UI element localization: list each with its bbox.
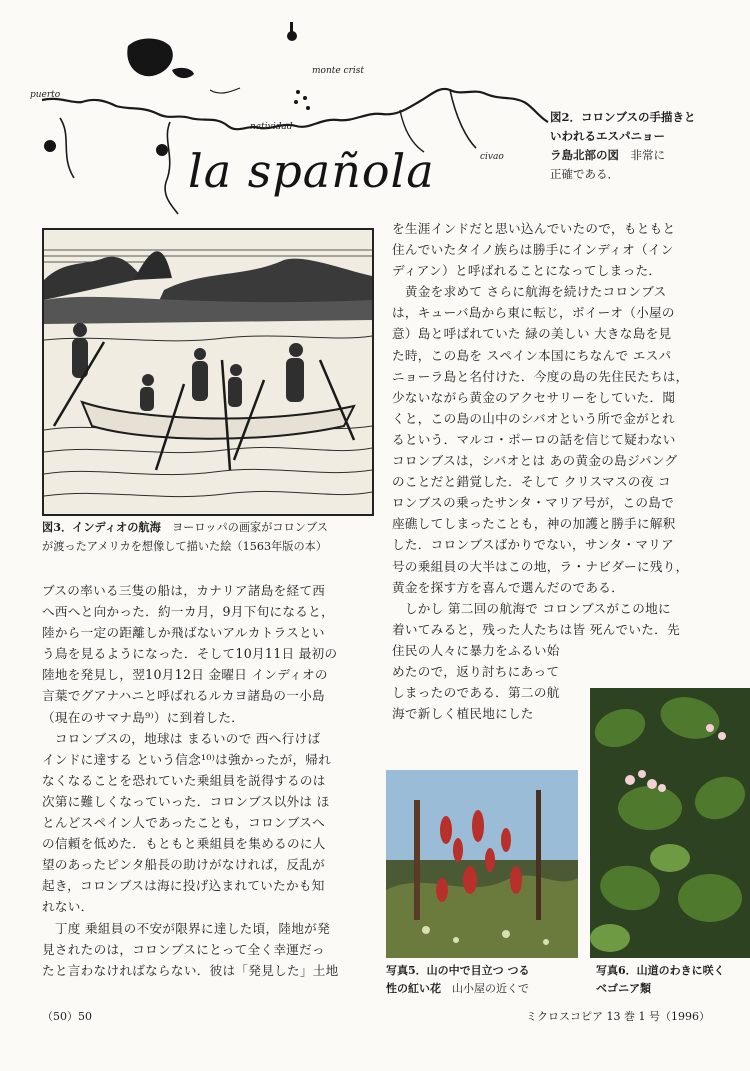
left-line: へ西へと向かった．約一カ月，9月下旬になると，	[42, 604, 334, 620]
left-line: 見されたのは，コロンブスにとって全く幸運だっ	[42, 941, 325, 957]
right-line: 住んでいたタイノ族らは勝手にインディオ（イン	[392, 242, 674, 258]
right-line: 号の乗組員の大半はこの地，ラ・ナビダーに残り，	[392, 558, 689, 574]
left-line: たと言わなければならない．彼は「発見した」土地	[42, 962, 339, 978]
right-line: 少ないながら黄金のアクセサリーをしていた．聞	[392, 389, 676, 405]
right-line: ニョーラ島と名付けた．今度の島の先住民たちは，	[392, 368, 689, 384]
fig2-title-line3: ラ島北部の図	[550, 148, 619, 162]
left-line: （現在のサマナ島⁹⁾）に到着した．	[42, 709, 245, 725]
left-line: 陸から一定の距離しか飛ばないアルカトラスとい	[42, 625, 325, 641]
right-line: くと，この島の山中のシバオという所で金がとれ	[392, 410, 675, 426]
fig3-label: 図3．	[42, 520, 73, 534]
left-line: とんどスペイン人であったことも，コロンブスへ	[42, 815, 326, 831]
fig2-title-line2: いわれるエスパニョー	[550, 129, 665, 143]
left-line: 望のあったピンタ船長の助けがなければ，反乱が	[42, 857, 326, 873]
right-short-line: しまったのである．第二の航	[392, 685, 560, 701]
left-line: 次第に難しくなっていった．コロンブス以外は ほ	[42, 793, 330, 809]
photo6-label: 写真6．	[596, 964, 637, 977]
left-line: 言葉でグアナハニと呼ばれるルカヨ諸島の一小島	[42, 688, 325, 704]
right-line: した．コロンブスばかりでない，サンタ・マリア	[392, 537, 675, 553]
photo6-title: 山道のわきに咲く	[636, 964, 725, 977]
fig3-desc2: が渡ったアメリカを想像して描いた絵（1563年版の本）	[42, 540, 328, 553]
woodcut-drawing	[44, 230, 372, 514]
photo-6-begonia	[590, 688, 750, 958]
right-column-text	[392, 218, 714, 640]
map-script-title: la spañola	[188, 144, 435, 198]
left-line: コロンブスの，地球は まるいので 西へ行けば	[42, 730, 321, 746]
fig2-title-line1: コロンブスの手描きと	[581, 110, 696, 124]
right-line: コロンブスは，シバオとは あの黄金の島ジパング	[392, 453, 678, 469]
fig2-desc-line3: 非常に	[619, 148, 665, 162]
photo-5-image	[386, 770, 578, 958]
right-line: 座礁してしまったことも，神の加護と勝手に解釈	[392, 516, 676, 532]
photo-5-red-vine-flowers	[386, 770, 578, 958]
right-line: た時，この島を スペイン本国にちなんで エスパ	[392, 347, 672, 363]
left-line: インドに達する という信念¹⁰⁾は強かったが，帰れ	[42, 751, 332, 767]
right-line: を生涯インドだと思い込んでいたので，もともと	[392, 221, 676, 236]
right-line: しかし 第二回の航海で コロンブスがこの地に	[392, 600, 671, 616]
right-line: ロンブスの乗ったサンタ・マリア号が，この島で	[392, 495, 675, 511]
right-line: ディアン）と呼ばれることになってしまった．	[392, 263, 662, 279]
photo5-desc: 山小屋の近くで	[441, 982, 529, 995]
coastline	[42, 89, 548, 129]
fig3-caption	[42, 518, 372, 556]
left-line: 丁度 乗組員の不安が限界に達した頃，陸地が発	[42, 920, 330, 936]
photo5-title2: 性の紅い花	[386, 982, 441, 995]
map-label-mid: natividad	[250, 122, 293, 132]
photo5-caption	[386, 962, 582, 998]
map-dot	[287, 31, 297, 41]
photo6-caption	[596, 962, 746, 998]
left-column-text	[42, 580, 372, 981]
right-line: 黄金を探す方を喜んで選んだのである．	[392, 579, 625, 595]
right-short-line: めたので，返り討ちにあって	[392, 664, 560, 680]
photo5-label: 写真5．	[386, 964, 427, 977]
fig2-caption	[550, 108, 740, 184]
woodcut-canoe-illustration	[42, 228, 374, 516]
right-short-line: 海で新しく植民地にした	[392, 706, 534, 722]
right-line: のことだと錯覚した．そして クリスマスの夜 コ	[392, 474, 671, 490]
left-line: 陸地を発見し，翌10月12日 金曜日 インディオの	[42, 667, 328, 683]
right-line: 意）島と呼ばれていた 緑の美しい 大きな島を見	[392, 326, 672, 342]
photo6-title2: ベゴニア類	[596, 982, 651, 995]
left-line: う鳥を見るようになった．そして10月11日 最初の	[42, 646, 338, 662]
left-line: ブスの率いる三隻の船は，カナリア諸島を経て西	[42, 583, 326, 598]
right-line: るという．マルコ・ポーロの話を信じて疑わない	[392, 431, 676, 447]
island-tortuga	[127, 39, 173, 77]
map-label-east: civao	[480, 152, 504, 162]
left-line: なくなることを恐れていた乗組員を説得するのは	[42, 772, 326, 788]
page-number: （50）50	[42, 1010, 92, 1023]
map-label-west: puerto	[30, 90, 61, 100]
left-line: の信頼を低めた．もともと乗組員を集めるのに人	[42, 836, 326, 852]
photo-6-image	[590, 688, 750, 958]
hispaniola-map-figure	[20, 18, 550, 218]
right-short-text	[392, 640, 588, 724]
journal-citation: ミクロスコピア 13 巻 1 号（1996）	[526, 1010, 710, 1023]
fig3-desc1: ヨーロッパの画家がコロンブス	[160, 521, 328, 534]
right-short-line: 住民の人々に暴力をふるい始	[392, 643, 560, 658]
map-label-north: monte crist	[312, 66, 365, 76]
fig3-title: インディオの航海	[72, 520, 161, 534]
right-line: 黄金を求めて さらに航海を続けたコロンブス	[392, 284, 667, 300]
fig2-desc-line4: 正確である．	[550, 167, 619, 181]
left-line: 起き，コロンブスは海に投げ込まれていたかも知	[42, 878, 325, 894]
right-line: 着いてみると，残った人たちは皆 死んでいた．先	[392, 621, 680, 637]
photo5-title: 山の中で目立つ つる	[426, 964, 530, 977]
right-line: は，キューバ島から東に転じ，ボイーオ（小屋の	[392, 305, 675, 321]
left-line: れない．	[42, 899, 94, 915]
fig2-label: 図2．	[550, 110, 582, 124]
